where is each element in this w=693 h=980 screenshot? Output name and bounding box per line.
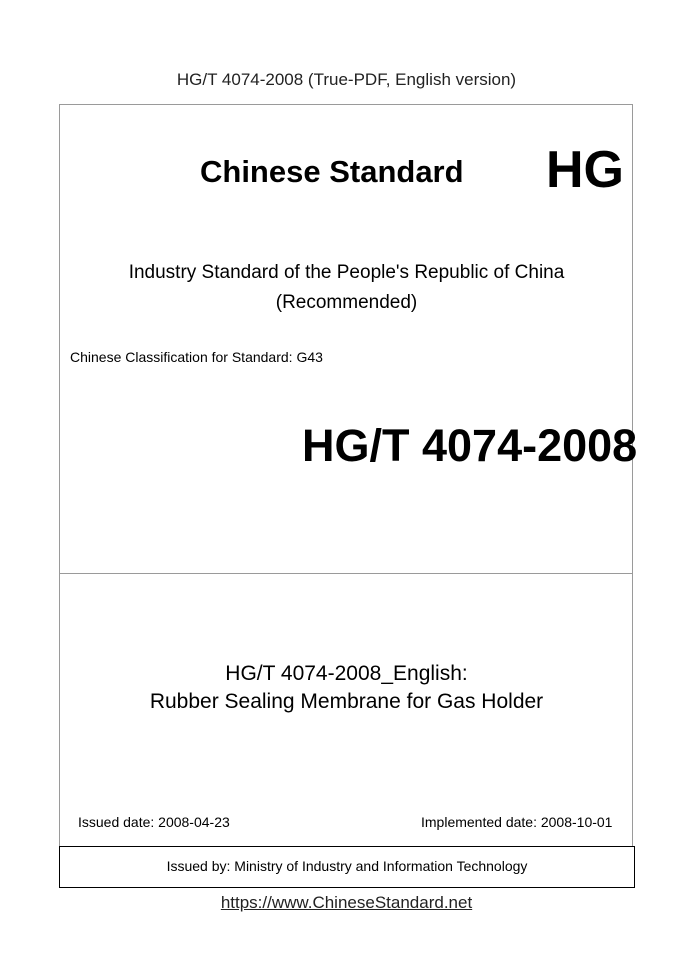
standard-label: Chinese Standard [200,154,464,189]
standard-code: HG [546,141,624,199]
industry-line-2: (Recommended) [275,292,418,313]
industry-line-1: Industry Standard of the People's Republic of China [128,262,565,283]
industry-standard-text [0,258,693,318]
document-title-line-2: Rubber Sealing Membrane for Gas Holder [149,690,544,713]
document-title-line-1: HG/T 4074-2008_English: [225,662,468,685]
issued-by-text: Issued by: Ministry of Industry and Information Technology [166,858,528,874]
issued-by-box [59,846,635,888]
website-link[interactable]: https://www.ChineseStandard.net [220,893,473,912]
document-title [0,660,693,716]
header-title: HG/T 4074-2008 (True-PDF, English version) [176,70,517,89]
implemented-date: Implemented date: 2008-10-01 [421,814,613,830]
document-number: HG/T 4074-2008 [302,420,638,471]
classification-text: Chinese Classification for Standard: G43 [70,349,323,365]
issued-date: Issued date: 2008-04-23 [78,814,230,830]
